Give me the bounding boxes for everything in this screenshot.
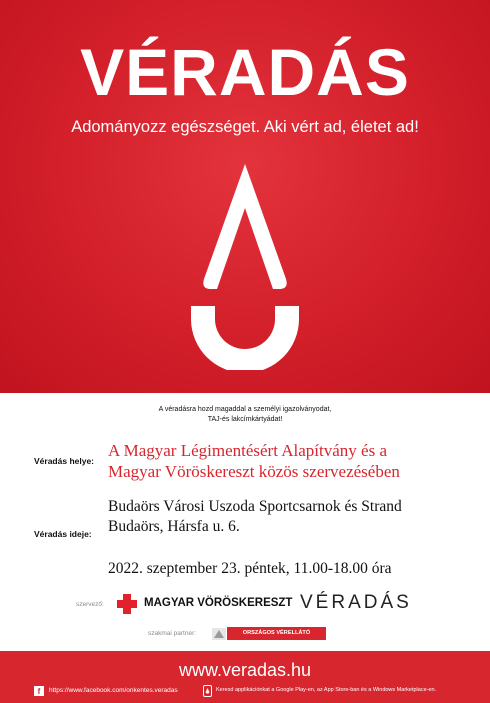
veradas-logo-text: VÉRADÁS — [300, 592, 412, 613]
ovsz-logo-icon — [212, 628, 226, 640]
venue-line2: Budaörs, Hársfa u. 6. — [108, 518, 240, 535]
organizer-line2: Magyar Vöröskereszt közös szervezésében — [108, 462, 400, 481]
place-label: Véradás helye: — [34, 456, 95, 466]
time-label: Véradás ideje: — [34, 529, 92, 539]
phone-app-icon — [203, 685, 212, 697]
organizer-text — [108, 440, 478, 482]
website-link[interactable]: www.veradas.hu — [178, 660, 312, 680]
red-cross-icon — [117, 594, 137, 614]
red-cross-name: MAGYAR VÖRÖSKERESZT — [144, 597, 293, 609]
blood-drop-logo-icon — [185, 156, 305, 370]
id-documents-note — [110, 405, 380, 425]
professional-partner-label: szakmai partner: — [148, 630, 197, 637]
ovsz-badge: ORSZÁGOS VÉRELLÁTÓ SZOLGÁLAT — [227, 627, 326, 640]
event-date: 2022. szeptember 23. péntek, 11.00-18.00 óra — [108, 560, 392, 577]
footer-bar — [0, 651, 490, 703]
app-promo-text: Keresd applikációnkat a Google Play-en, az App Store-ban és a Windows Marketplace-en. — [216, 687, 437, 693]
organizer-line1: A Magyar Légimentésért Alapítvány és a — [108, 441, 387, 460]
venue-line1: Budaörs Városi Uszoda Sportcsarnok és Strand — [108, 498, 402, 515]
facebook-icon[interactable]: f — [34, 686, 44, 696]
id-note-line2: TAJ-és lakcímkártyádat! — [207, 416, 283, 423]
id-note-line1: A véradásra hozd magaddal a személyi igazolványodat, — [158, 406, 332, 413]
hero-title: VÉRADÁS — [80, 35, 410, 109]
facebook-link[interactable]: https://www.facebook.com/onkentes.veradas — [49, 687, 178, 694]
organizer-label: szervező: — [76, 601, 104, 608]
venue-text — [108, 497, 478, 537]
hero-tagline: Adományozz egészséget. Aki vért ad, életet ad! — [71, 118, 419, 136]
